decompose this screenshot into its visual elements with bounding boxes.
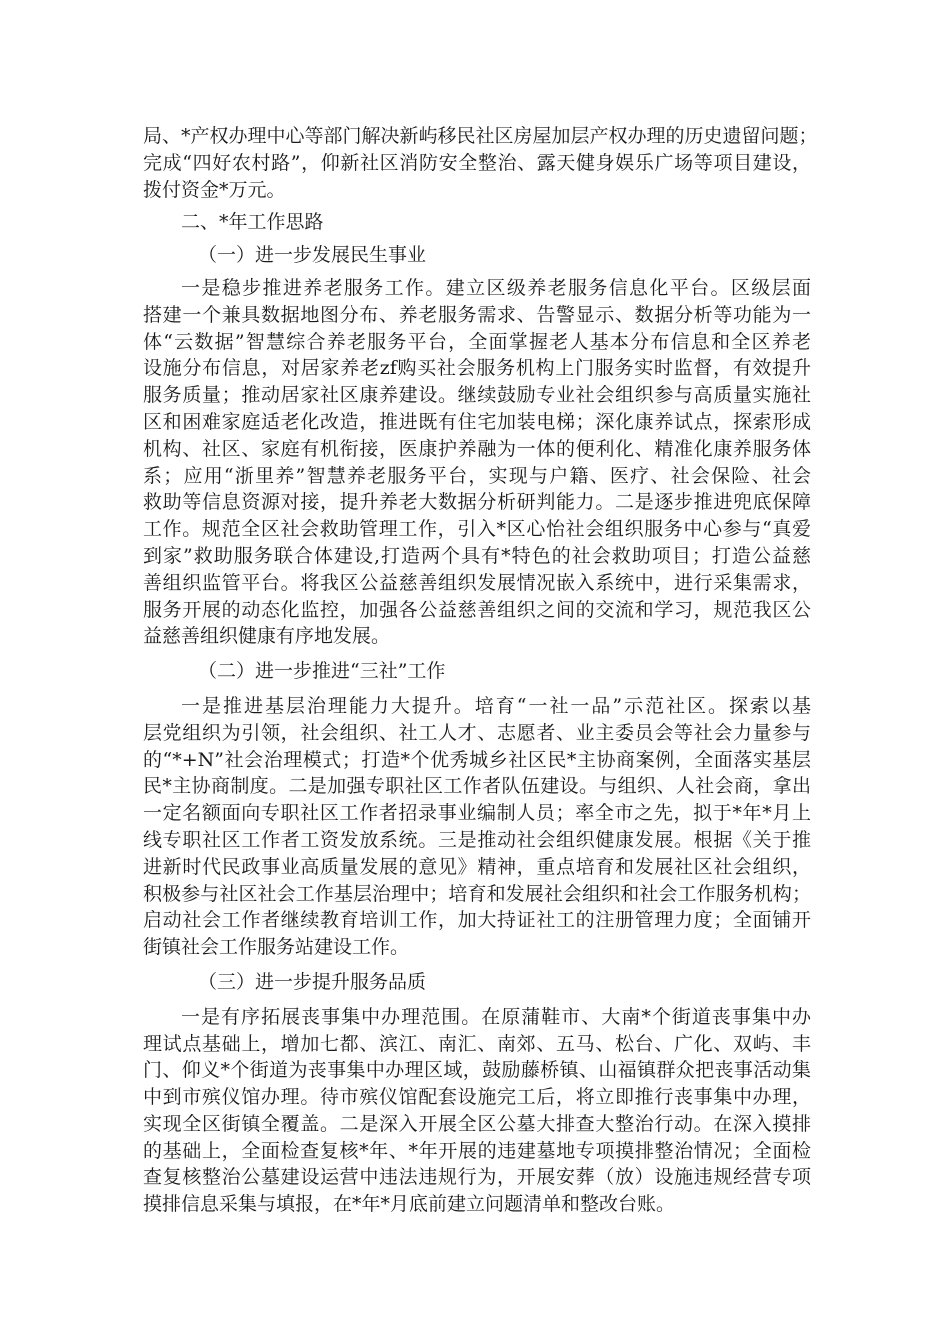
text-line: 门、仰义*个街道为丧事集中办理区域，鼓励藤桥镇、山福镇群众把丧事活动集 xyxy=(143,1059,811,1082)
text-line: 到家”救助服务联合体建设,打造两个具有*特色的社会救助项目；打造公益慈 xyxy=(143,544,811,567)
document-page xyxy=(143,123,818,1218)
paragraph-3 xyxy=(143,1004,811,1218)
text-line: 工作。规范全区社会救助管理工作，引入*区心怡社会组织服务中心参与“真爱 xyxy=(143,518,811,541)
text-line: 的“*+N”社会治理模式；打造*个优秀城乡社区民*主协商案例，全面落实基层 xyxy=(143,748,811,771)
text-line: 拨付资金*万元。 xyxy=(143,178,286,201)
paragraph-1 xyxy=(143,275,811,650)
text-line: 搭建一个兼具数据地图分布、养老服务需求、告警显示、数据分析等功能为一 xyxy=(143,303,811,326)
text-line: 完成“四好农村路”，仰新社区消防安全整治、露天健身娱乐广场等项目建设， xyxy=(143,151,811,174)
paragraph-2 xyxy=(143,693,811,961)
text-line: 体“云数据”智慧综合养老服务平台，全面掌握老人基本分布信息和全区养老 xyxy=(143,330,811,353)
text-line: 层党组织为引领，社会组织、社工人才、志愿者、业主委员会等社会力量参与 xyxy=(143,721,811,744)
text-line: 的基础上，全面检查复核*年、*年开展的违建墓地专项摸排整治情况；全面检 xyxy=(143,1139,811,1162)
text-line: 线专职社区工作者工资发放系统。三是推动社会组织健康发展。根据《关于推 xyxy=(143,828,811,851)
text-line: 民*主协商制度。二是加强专职社区工作者队伍建设。与组织、人社会商，拿出 xyxy=(143,775,811,798)
text-line: 设施分布信息，对居家养老zf购买社会服务机构上门服务实时监督，有效提升 xyxy=(143,357,811,380)
text-line: 区和困难家庭适老化改造，推进既有住宅加装电梯；深化康养试点，探索形成 xyxy=(143,410,811,433)
subsection-title-3: （三）进一步提升服务品质 xyxy=(198,970,427,993)
text-line: 理试点基础上，增加七都、滨江、南汇、南郊、五马、松台、广化、双屿、丰 xyxy=(143,1032,811,1055)
text-line: 系；应用“浙里养”智慧养老服务平台，实现与户籍、医疗、社会保险、社会 xyxy=(143,464,811,487)
text-line: 查复核整治公墓建设运营中违法违规行为，开展安葬（放）设施违规经营专项 xyxy=(143,1166,811,1189)
text-line: 实现全区街镇全覆盖。二是深入开展全区公墓大排查大整治行动。在深入摸排 xyxy=(143,1112,811,1135)
text-line: 局、*产权办理中心等部门解决新屿移民社区房屋加层产权办理的历史遗留问题； xyxy=(143,125,818,147)
section-title: 二、*年工作思路 xyxy=(181,211,324,234)
text-line: 机构、社区、家庭有机衔接，医康护养融为一体的便利化、精准化康养服务体 xyxy=(143,437,811,460)
text-line: 进新时代民政事业高质量发展的意见》精神，重点培育和发展社区社会组织， xyxy=(143,855,811,878)
text-line: 益慈善组织健康有序地发展。 xyxy=(143,625,391,648)
text-line: 积极参与社区社会工作基层治理中；培育和发展社会组织和社会工作服务机构； xyxy=(143,882,811,905)
subsection-title-2: （二）进一步推进“三社”工作 xyxy=(198,660,446,683)
text-line: 一是推进基层治理能力大提升。培育“一社一品”示范社区。探索以基 xyxy=(181,694,811,717)
text-line: 摸排信息采集与填报，在*年*月底前建立问题清单和整改台账。 xyxy=(143,1193,676,1216)
subsection-title-1: （一）进一步发展民生事业 xyxy=(198,244,427,267)
text-line: 善组织监管平台。将我区公益慈善组织发展情况嵌入系统中，进行采集需求， xyxy=(143,571,811,594)
text-line: 服务质量；推动居家社区康养建设。继续鼓励专业社会组织参与高质量实施社 xyxy=(143,384,811,407)
text-line: 启动社会工作者继续教育培训工作，加大持证社工的注册管理力度；全面铺开 xyxy=(143,909,811,932)
text-line: 一是稳步推进养老服务工作。建立区级养老服务信息化平台。区级层面 xyxy=(181,276,811,299)
intro-paragraph xyxy=(143,123,818,203)
text-line: 一定名额面向专职社区工作者招录事业编制人员；率全市之先，拟于*年*月上 xyxy=(143,802,811,825)
text-line: 救助等信息资源对接，提升养老大数据分析研判能力。二是逐步推进兜底保障 xyxy=(143,491,811,514)
text-line: 街镇社会工作服务站建设工作。 xyxy=(143,936,410,959)
text-line: 一是有序拓展丧事集中办理范围。在原蒲鞋市、大南*个街道丧事集中办 xyxy=(181,1005,811,1028)
text-line: 中到市殡仪馆办理。待市殡仪馆配套设施完工后，将立即推行丧事集中办理， xyxy=(143,1086,811,1109)
text-line: 服务开展的动态化监控，加强各公益慈善组织之间的交流和学习，规范我区公 xyxy=(143,598,811,621)
